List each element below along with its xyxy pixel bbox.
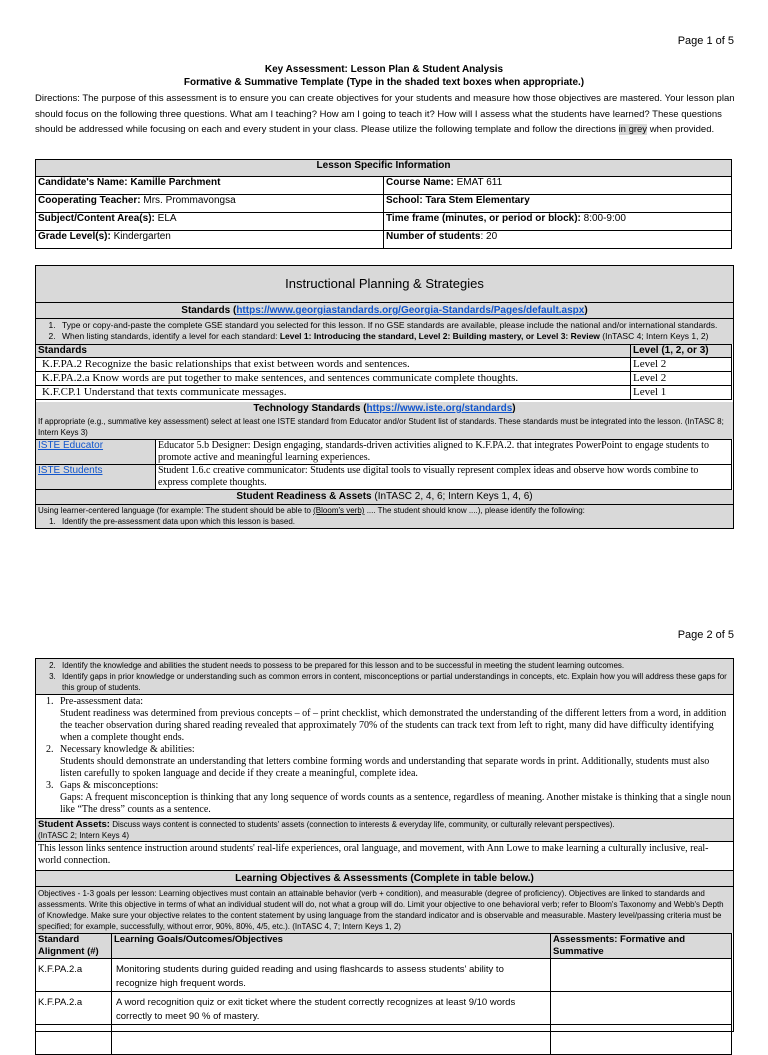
standards-instruction-2: 2. When listing standards, identify a level for each standard: Level 1: Introducing the standard, Level 2: Building mastery, or Level 3: Review (InTASC 4; Intern Keys 1, 2) bbox=[58, 331, 733, 342]
readiness-instructions-2 bbox=[36, 659, 733, 694]
lesson-info-table bbox=[35, 159, 732, 249]
document-title: Key Assessment: Lesson Plan & Student Analysis bbox=[264, 64, 504, 75]
page-number-2: Page 2 of 5 bbox=[677, 629, 734, 641]
gaps-item: 3. Gaps & misconceptions: Gaps: A frequent misconception is thinking that any long sequence of words counts as a sentence, regardless of meaning. Another mistake is thinking that a single noun like “The dress” counts as a sentence. bbox=[56, 780, 731, 816]
number-of-students-field[interactable]: Number of students: 20 bbox=[384, 231, 732, 249]
standard-row-2[interactable]: K.F.PA.2.a Know words are put together to make sentences, and sentences communicate complete thoughts. bbox=[36, 372, 631, 386]
col-standard-alignment: Standard Alignment (#) bbox=[36, 934, 112, 959]
technology-instructions: If appropriate (e.g., summative key assessment) select at least one ISTE standard from Educator and/or Student list of standards. These standards must be integrated into the lesson. (InTASC 8; Intern Keys 3) bbox=[36, 415, 733, 439]
standards-header: Standards (https://www.georgiastandards.org/Georgia-Standards/Pages/default.aspx) bbox=[36, 302, 733, 318]
iste-students-label bbox=[36, 465, 156, 490]
standard-row-3[interactable]: K.F.CP.1 Understand that texts communicate messages. bbox=[36, 386, 631, 400]
technology-standards-header: Technology Standards (https://www.iste.org/standards) bbox=[36, 402, 733, 415]
readiness-header: Student Readiness & Assets (InTASC 2, 4, 6; Intern Keys 1, 4, 6) bbox=[36, 490, 733, 504]
readiness-response[interactable] bbox=[36, 694, 733, 818]
readiness-item-3: 3. Identify gaps in prior knowledge or understanding such as common errors in content, misconceptions or partial understandings in concepts, etc. Explain how you will address these gaps for this group of students. bbox=[58, 671, 733, 693]
objective-assessment-3[interactable] bbox=[551, 1025, 732, 1055]
document-subtitle: Formative & Summative Template (Type in the shaded text boxes when appropriate.) bbox=[183, 77, 585, 88]
standards-table bbox=[35, 344, 732, 400]
level-row-3[interactable]: Level 1 bbox=[631, 386, 732, 400]
planning-section bbox=[35, 265, 734, 529]
objective-standard-2[interactable]: K.F.PA.2.a bbox=[36, 992, 112, 1025]
grade-level-field[interactable]: Grade Level(s): Kindergarten bbox=[36, 231, 384, 249]
level-row-2[interactable]: Level 2 bbox=[631, 372, 732, 386]
iste-standards-link[interactable]: https://www.iste.org/standards bbox=[366, 403, 513, 414]
col-assessments: Assessments: Formative and Summative bbox=[551, 934, 732, 959]
pre-assessment-item: 1. Pre-assessment data: Student readiness was determined from previous concepts – of – print checklist, which demonstrated the understanding of the different letters from a word, in addition the teacher observation during shared reading revealed that approximately 70% of the students can track text from left to right, many did have difficulty identifying when a complete thought ends. bbox=[56, 696, 731, 744]
iste-table bbox=[35, 439, 732, 490]
iste-students-link[interactable]: ISTE Students bbox=[38, 465, 103, 476]
objectives-instructions: Objectives - 1-3 goals per lesson: Learning objectives must contain an attainable behavior (verb + condition), and measurable (degree of proficiency). Objectives are linked to standards and assessments. Write this objective in terms of what an individual student will do, not what a group will do. Limit your objective to one behavioral verb; refer to Bloom's Taxonomy and Webb's Depth of Knowledge. Make sure your objective relates to the content statement by using language from the standard indicator and is observable and measurable. Mastery level/passing criteria must be specified; for example, successfully, without error, 90%, 80%, 4/5, etc.). (InTASC 4, 7; Intern Keys 1, 2) bbox=[36, 886, 733, 933]
objective-standard-1[interactable]: K.F.PA.2.a bbox=[36, 959, 112, 992]
iste-educator-text[interactable]: Educator 5.b Designer: Design engaging, standards-driven activities aligned to K.F.PA.2. that integrates PowerPoint to engage students to promote active and meaningful learning experiences. bbox=[156, 440, 732, 465]
standards-instructions bbox=[36, 318, 733, 344]
school-field[interactable]: School: Tara Stem Elementary bbox=[384, 195, 732, 213]
readiness-continued bbox=[35, 658, 734, 871]
course-name-field[interactable]: Course Name: EMAT 611 bbox=[384, 177, 732, 195]
student-assets-response[interactable]: This lesson links sentence instruction around students' real-life experiences, oral language, and movement, with Ann Lowe to make learning a culturally inclusive, real-world connection. bbox=[36, 841, 733, 870]
standards-link[interactable]: https://www.georgiastandards.org/Georgia-Standards/Pages/default.aspx bbox=[236, 305, 585, 316]
directions-grey-highlight: in grey bbox=[618, 124, 648, 135]
subject-field[interactable]: Subject/Content Area(s): ELA bbox=[36, 213, 384, 231]
objective-goal-3[interactable] bbox=[112, 1025, 551, 1055]
iste-educator-link[interactable]: ISTE Educator bbox=[38, 440, 104, 451]
objective-goal-2[interactable]: A word recognition quiz or exit ticket where the student correctly recognizes at least 9/10 words correctly to meet 90 % of mastery. bbox=[112, 992, 551, 1025]
objectives-header: Learning Objectives & Assessments (Complete in table below.) bbox=[36, 871, 733, 886]
knowledge-item: 2. Necessary knowledge & abilities: Students should demonstrate an understanding that letters combine forming words and understanding that separate words in print. Additionally, students must also listen carefully to spoken language and decide if they create a meaningful, complete idea. bbox=[56, 744, 731, 780]
directions-paragraph: Directions: The purpose of this assessment is to ensure you can create objectives for your students and measure how those objectives are mastered. Your lesson plan should focus on the following three questions. What am I teaching? How am I going to teach it? How will I assess what the students have learned? These questions should be addressed while focusing on each and every student in your class. Please utilize the following template and follow the directions in grey when provided. bbox=[35, 93, 735, 135]
page-number: Page 1 of 5 bbox=[677, 35, 734, 47]
standards-col-header: Standards bbox=[36, 345, 631, 358]
readiness-item-2: 2. Identify the knowledge and abilities the student needs to possess to be prepared for this lesson and to be successful in meeting the student learning outcomes. bbox=[58, 660, 733, 671]
standard-row-1[interactable]: K.F.PA.2 Recognize the basic relationships that exist between words and sentences. bbox=[36, 358, 631, 372]
candidate-name-field[interactable]: Candidate's Name: Kamille Parchment bbox=[36, 177, 384, 195]
objective-goal-1[interactable]: Monitoring students during guided reading and using flashcards to assess students' ability to recognize high frequent words. bbox=[112, 959, 551, 992]
readiness-item-1: 1. Identify the pre-assessment data upon which this lesson is based. bbox=[36, 516, 733, 528]
objective-assessment-2[interactable] bbox=[551, 992, 732, 1025]
col-learning-goals: Learning Goals/Outcomes/Objectives bbox=[112, 934, 551, 959]
objectives-table bbox=[35, 933, 732, 1055]
planning-header: Instructional Planning & Strategies bbox=[36, 266, 733, 302]
objective-assessment-1[interactable] bbox=[551, 959, 732, 992]
lesson-info-header: Lesson Specific Information bbox=[36, 160, 732, 177]
level-row-1[interactable]: Level 2 bbox=[631, 358, 732, 372]
cooperating-teacher-field[interactable]: Cooperating Teacher: Mrs. Prommavongsa bbox=[36, 195, 384, 213]
objective-standard-3[interactable] bbox=[36, 1025, 112, 1055]
level-col-header: Level (1, 2, or 3) bbox=[631, 345, 732, 358]
iste-educator-label bbox=[36, 440, 156, 465]
time-frame-field[interactable]: Time frame (minutes, or period or block): 8:00-9:00 bbox=[384, 213, 732, 231]
readiness-instructions: Using learner-centered language (for example: The student should be able to (Bloom's verb) .... The student should know ....), please identify the following: bbox=[36, 504, 733, 516]
student-assets-instructions: Student Assets: Discuss ways content is connected to students' assets (connection to interests & everyday life, community, or culturally relevant perspectives). (InTASC 2; Intern Keys 4) bbox=[36, 818, 733, 841]
objectives-section bbox=[35, 870, 734, 1032]
iste-students-text[interactable]: Student 1.6.c creative communicator: Students use digital tools to visually represent complex ideas and observe how words combine to express complete thoughts. bbox=[156, 465, 732, 490]
standards-instruction-1: 1. Type or copy-and-paste the complete GSE standard you selected for this lesson. If no GSE standards are available, please include the national and/or international standards. bbox=[58, 320, 733, 331]
